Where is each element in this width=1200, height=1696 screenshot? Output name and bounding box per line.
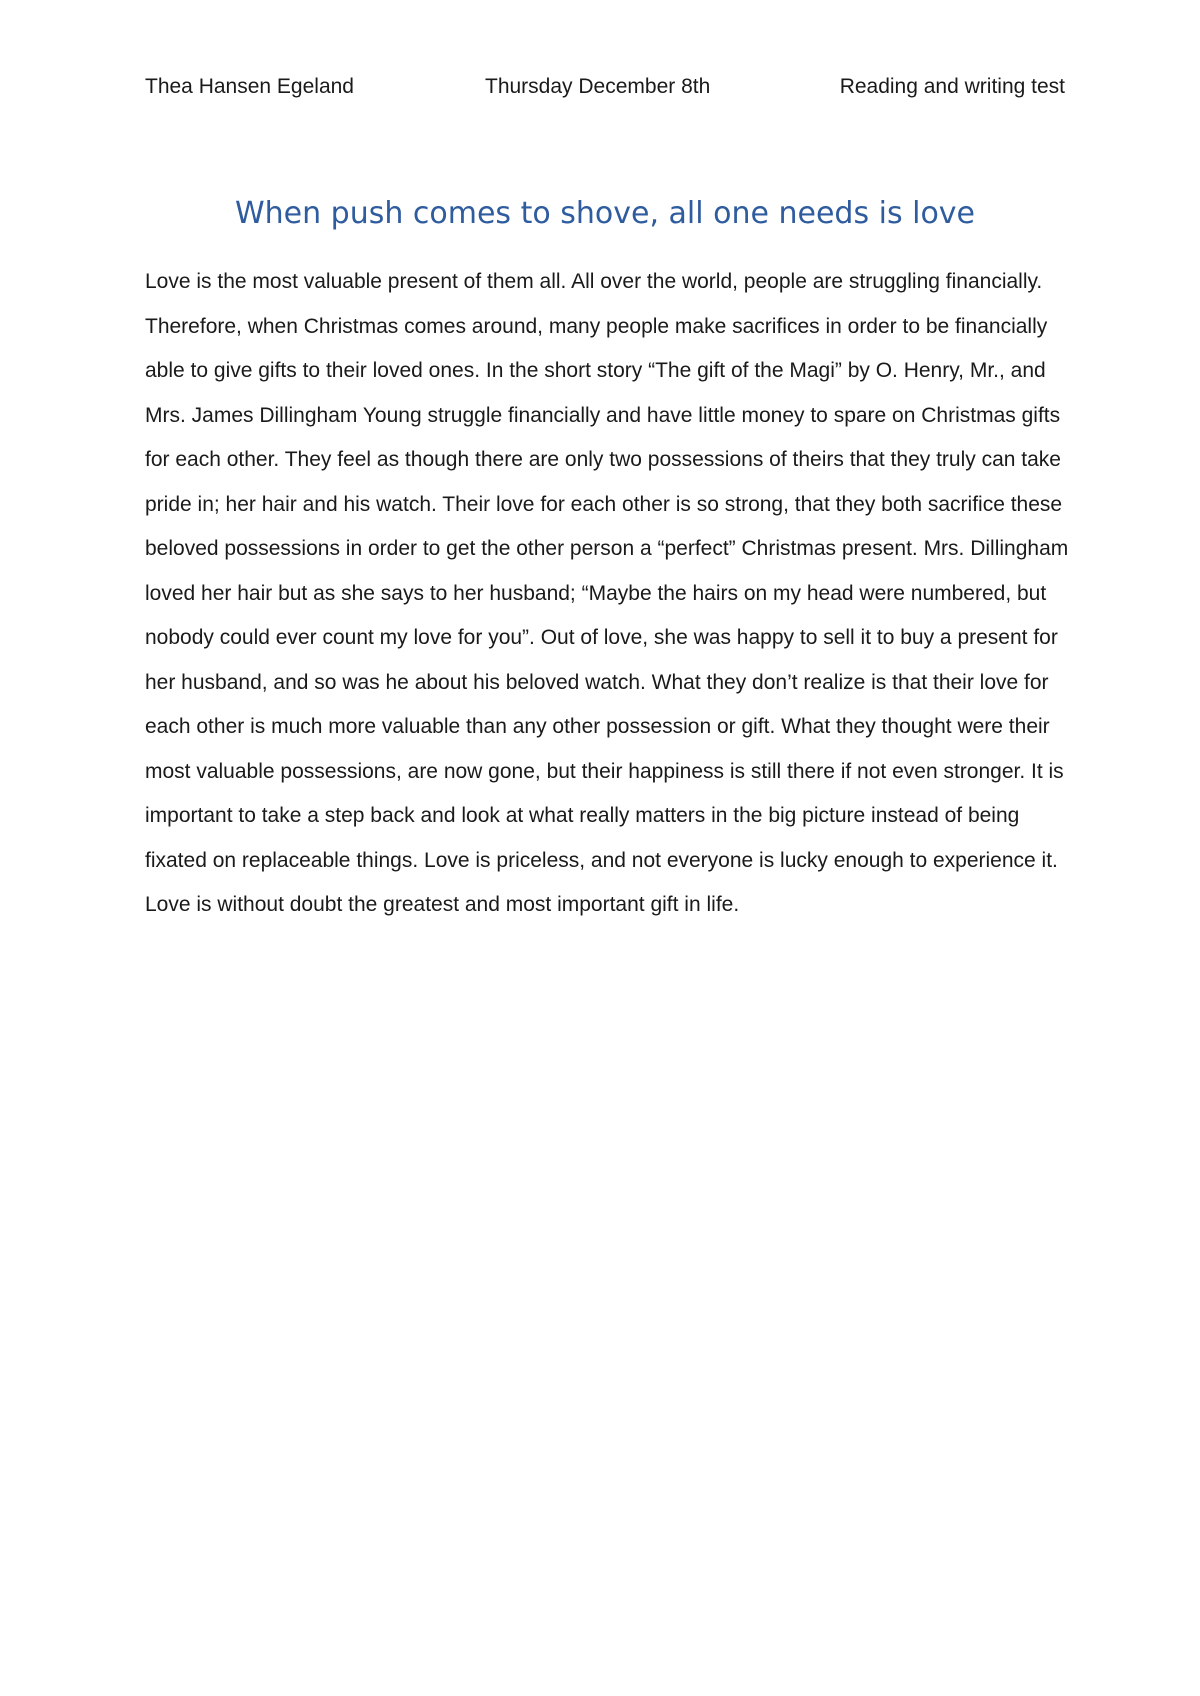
header-author: Thea Hansen Egeland bbox=[145, 75, 354, 98]
document-title: When push comes to shove, all one needs is love bbox=[234, 196, 976, 231]
page-header bbox=[145, 72, 1065, 102]
header-subject: Reading and writing test bbox=[839, 75, 1065, 98]
document-body-paragraph: Love is the most valuable present of them all. All over the world, people are struggling financially. Therefore, when Christmas comes around, many people make sacrifices in order to be financially able to give gifts to their loved ones. In the short story “The gift of the Magi” by O. Henry, Mr., and Mrs. James Dillingham Young struggle financially and have little money to spare on Christmas gifts for each other. They feel as though there are only two possessions of theirs that they truly can take pride in; her hair and his watch. Their love for each other is so strong, that they both sacrifice these beloved possessions in order to get the other person a “perfect” Christmas present. Mrs. Dillingham loved her hair but as she says to her husband; “Maybe the hairs on my head were numbered, but nobody could ever count my love for you”. Out of love, she was happy to sell it to buy a present for her husband, and so was he about his beloved watch. What they don’t realize is that their love for each other is much more valuable than any other possession or gift. What they thought were their most valuable possessions, are now gone, but their happiness is still there if not even stronger. It is important to take a step back and look at what really matters in the big picture instead of being fixated on replaceable things. Love is priceless, and not everyone is lucky enough to experience it. Love is without doubt the greatest and most important gift in life. bbox=[145, 270, 1069, 916]
header-date: Thursday December 8th bbox=[485, 75, 711, 98]
